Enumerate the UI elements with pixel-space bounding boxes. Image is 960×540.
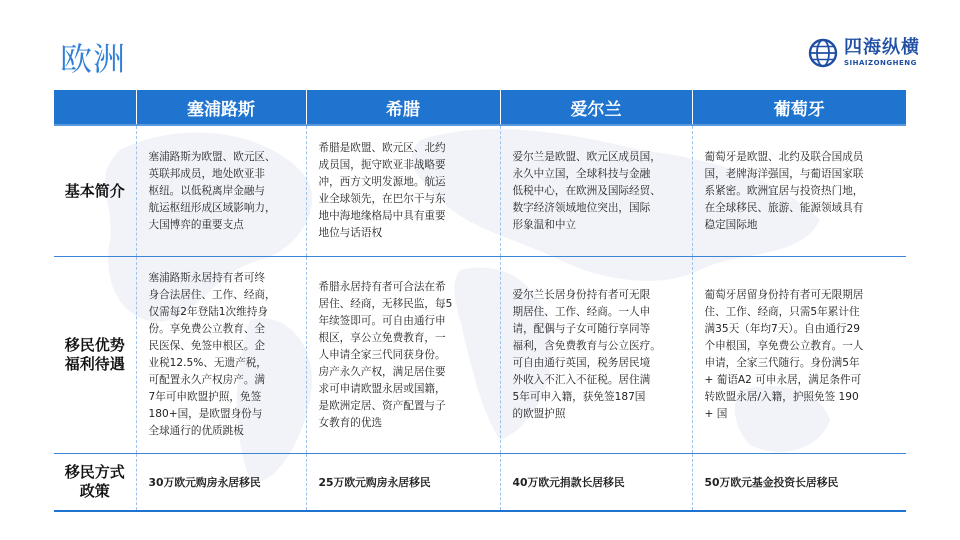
cell-greece-policy: 25万欧元购房永居移民 [306,454,500,512]
globe-icon [808,38,838,68]
cell-cyprus-benefits: 塞浦路斯永居持有者可终 身合法居住、工作、经商， 仅需每2年登陆1次维持身 份。享免费公立教育、全 民医保、免签申根区。企 业税12.5%、无遗产税， 可配置永久产权房产。满 7年可申欧盟护照，免签 180+国，是欧盟身份与 全球通行的优质跳板 [136,257,306,454]
cell-greece-benefits: 希腊永居持有者可合法在希 居住、经商，无移民监，每5 年续签即可。可自由通行申 根区，享公立免费教育，一 人申请全家三代同获身份。 房产永久产权，满足居住要 求可申请欧盟永居或国籍， 是欧洲定居、资产配置与子 女教育的优选 [306,257,500,454]
row-label-overview: 基本简介 [54,125,136,257]
cell-cyprus-policy: 30万欧元购房永居移民 [136,454,306,512]
cell-portugal-benefits: 葡萄牙居留身份持有者可无限期居 住、工作、经商，只需5年累计住 满35天（年均7天）。自由通行29 个申根国，享免费公立教育。一人 申请，全家三代随行。身份满5年 + 葡语A2 可申永居，满足条件可 转欧盟永居/入籍，护照免签 190 + 国 [692,257,906,454]
cell-portugal-policy: 50万欧元基金投资长居移民 [692,454,906,512]
header-corner [54,90,136,125]
page-title: 欧洲 [60,40,127,78]
cell-portugal-overview: 葡萄牙是欧盟、北约及联合国成员 国，老牌海洋强国，与葡语国家联 系紧密。欧洲宜居与投资热门地， 在全球移民、旅游、能源领域具有 稳定国际地 [692,125,906,257]
cell-cyprus-overview: 塞浦路斯为欧盟、欧元区、 英联邦成员，地处欧亚非 枢纽。以低税离岸金融与 航运枢纽形成区域影响力， 大国博弈的重要支点 [136,125,306,257]
row-label-benefits: 移民优势 福利待遇 [54,257,136,454]
column-header-portugal: 葡萄牙 [692,90,906,125]
brand-logo [808,38,920,68]
logo-name-en: SIHAIZONGHENG [844,59,917,67]
cell-greece-overview: 希腊是欧盟、欧元区、北约 成员国，扼守欧亚非战略要 冲，西方文明发源地。航运 业全球领先，在巴尔干与东 地中海地缘格局中具有重要 地位与话语权 [306,125,500,257]
table-header-row [54,90,906,125]
cell-ireland-overview: 爱尔兰是欧盟、欧元区成员国， 永久中立国，全球科技与金融 低税中心，在欧洲及国际经贸、 数字经济领域地位突出，国际 形象温和中立 [500,125,692,257]
cell-ireland-policy: 40万欧元捐款长居移民 [500,454,692,512]
comparison-table [54,90,906,512]
column-header-cyprus: 塞浦路斯 [136,90,306,125]
table-row-overview [54,125,906,257]
row-label-policy: 移民方式 政策 [54,454,136,512]
column-header-greece: 希腊 [306,90,500,125]
table-row-policy [54,454,906,512]
logo-name-cn: 四海纵横 [844,37,920,58]
cell-ireland-benefits: 爱尔兰长居身份持有者可无限 期居住、工作、经商。一人申 请，配偶与子女可随行享同等 福利，含免费教育与公立医疗。 可自由通行英国，税务居民境 外收入不汇入不征税。居住满 5年可申入籍，获免签187国 的欧盟护照 [500,257,692,454]
column-header-ireland: 爱尔兰 [500,90,692,125]
table-row-benefits [54,257,906,454]
